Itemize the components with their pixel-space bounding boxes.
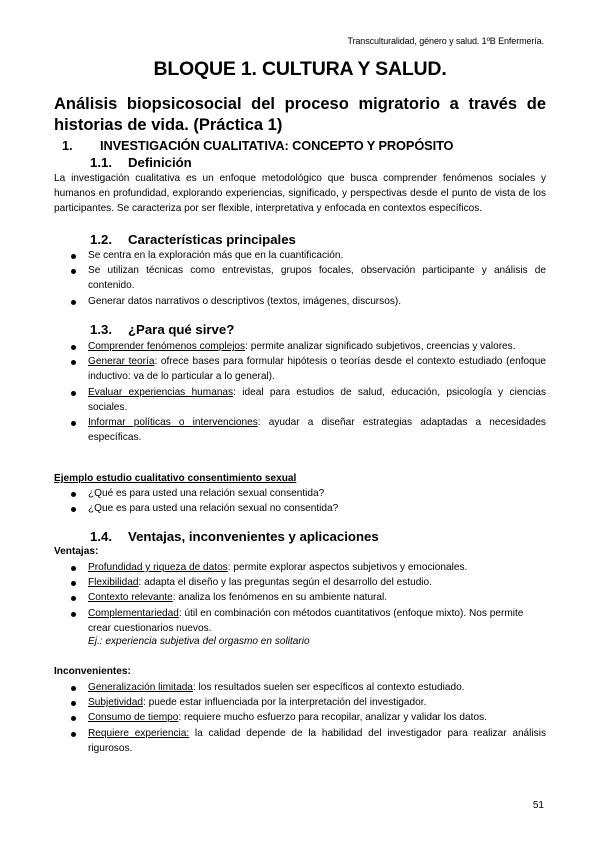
bullet-icon bbox=[71, 254, 76, 259]
definition-paragraph: La investigación cualitativa es un enfoque metodológico que busca comprender fenómenos sociales y humanos en profundidad, explorando experiencias, significado, y perspectivas desde el punto de vista de los participantes. Se caracteriza por ser flexible, interpretativa y enfocada en contextos específicos. bbox=[54, 173, 546, 215]
list-item: Profundidad y riqueza de datos: permite explorar aspectos subjetivos y emocionales. bbox=[62, 560, 546, 575]
section-1-3-heading bbox=[90, 322, 234, 337]
section-1-1-title: Definición bbox=[128, 155, 192, 170]
page-number: 51 bbox=[532, 800, 544, 811]
section-1-2-title: Características principales bbox=[128, 232, 296, 247]
bullet-icon bbox=[71, 612, 76, 617]
section-1-2-heading bbox=[90, 232, 296, 247]
list-item: Generar datos narrativos o descriptivos (textos, imágenes, discursos). bbox=[62, 294, 546, 309]
section-1-1-heading bbox=[90, 155, 192, 170]
characteristics-list bbox=[62, 248, 546, 309]
section-1-3-number: 1.3. bbox=[90, 322, 112, 337]
purpose-list bbox=[62, 339, 546, 445]
bullet-icon bbox=[71, 732, 76, 737]
list-item: ¿Qué es para usted una relación sexual consentida? bbox=[62, 486, 546, 501]
bullet-icon bbox=[71, 701, 76, 706]
advantages-label: Ventajas: bbox=[54, 546, 99, 557]
bullet-icon bbox=[71, 300, 76, 305]
bullet-icon bbox=[71, 345, 76, 350]
example-list bbox=[62, 486, 546, 516]
section-1-1-number: 1.1. bbox=[90, 155, 112, 170]
section-1-4-heading bbox=[90, 529, 379, 544]
running-header: Transculturalidad, género y salud. 1ºB Enfermería. bbox=[347, 36, 544, 46]
page-subtitle: Análisis biopsicosocial del proceso migratorio a través de historias de vida. (Práctica 1) bbox=[54, 95, 546, 134]
bullet-icon bbox=[71, 391, 76, 396]
bullet-icon bbox=[71, 507, 76, 512]
list-item: Flexibilidad: adapta el diseño y las preguntas según el desarrollo del estudio. bbox=[62, 575, 546, 590]
bullet-icon bbox=[71, 421, 76, 426]
list-item: Contexto relevante: analiza los fenómenos en su ambiente natural. bbox=[62, 590, 546, 605]
bullet-icon bbox=[71, 716, 76, 721]
section-1-4-number: 1.4. bbox=[90, 529, 112, 544]
bullet-icon bbox=[71, 492, 76, 497]
section-1-heading bbox=[62, 138, 453, 153]
section-1-number: 1. bbox=[62, 138, 73, 153]
list-item: Generar teoría: ofrece bases para formular hipótesis o teorías desde el contexto estudiado (enfoque inductivo: va de lo particular a lo general). bbox=[62, 354, 546, 384]
disadvantages-list bbox=[62, 680, 546, 756]
list-item: ¿Que es para usted una relación sexual no consentida? bbox=[62, 501, 546, 516]
example-label: Ejemplo estudio cualitativo consentimiento sexual bbox=[54, 473, 297, 484]
list-item: Se utilizan técnicas como entrevistas, grupos focales, observación participante y análisis de contenido. bbox=[62, 263, 546, 293]
list-item: Comprender fenómenos complejos: permite analizar significado subjetivos, creencias y valores. bbox=[62, 339, 546, 354]
page-title: BLOQUE 1. CULTURA Y SALUD. bbox=[153, 58, 447, 80]
bullet-icon bbox=[71, 360, 76, 365]
bullet-icon bbox=[71, 269, 76, 274]
disadvantages-label: Inconvenientes: bbox=[54, 666, 131, 677]
section-1-title: INVESTIGACIÓN CUALITATIVA: CONCEPTO Y PROPÓSITO bbox=[100, 138, 454, 153]
bullet-icon bbox=[71, 686, 76, 691]
advantages-example-note: Ej.: experiencia subjetiva del orgasmo en solitario bbox=[88, 636, 310, 647]
bullet-icon bbox=[71, 596, 76, 601]
list-item: Complementariedad: útil en combinación con métodos cuantitativos (enfoque mixto). Nos permite crear cuestionarios nuevos. bbox=[62, 606, 546, 636]
bullet-icon bbox=[71, 566, 76, 571]
section-1-2-number: 1.2. bbox=[90, 232, 112, 247]
list-item: Consumo de tiempo: requiere mucho esfuerzo para recopilar, analizar y validar los datos. bbox=[62, 710, 546, 725]
list-item: Evaluar experiencias humanas: ideal para estudios de salud, educación, psicología y ciencias sociales. bbox=[62, 385, 546, 415]
section-1-4-title: Ventajas, inconvenientes y aplicaciones bbox=[128, 529, 379, 544]
section-1-3-title: ¿Para qué sirve? bbox=[128, 322, 235, 337]
bullet-icon bbox=[71, 581, 76, 586]
list-item: Se centra en la exploración más que en la cuantificación. bbox=[62, 248, 546, 263]
list-item: Requiere experiencia: la calidad depende de la habilidad del investigador para realizar análisis rigurosos. bbox=[62, 726, 546, 756]
advantages-list bbox=[62, 560, 546, 636]
list-item: Informar políticas o intervenciones: ayudar a diseñar estrategias adaptadas a necesidades específicas. bbox=[62, 415, 546, 445]
list-item: Generalización limitada: los resultados suelen ser específicos al contexto estudiado. bbox=[62, 680, 546, 695]
list-item: Subjetividad: puede estar influenciada por la interpretación del investigador. bbox=[62, 695, 546, 710]
